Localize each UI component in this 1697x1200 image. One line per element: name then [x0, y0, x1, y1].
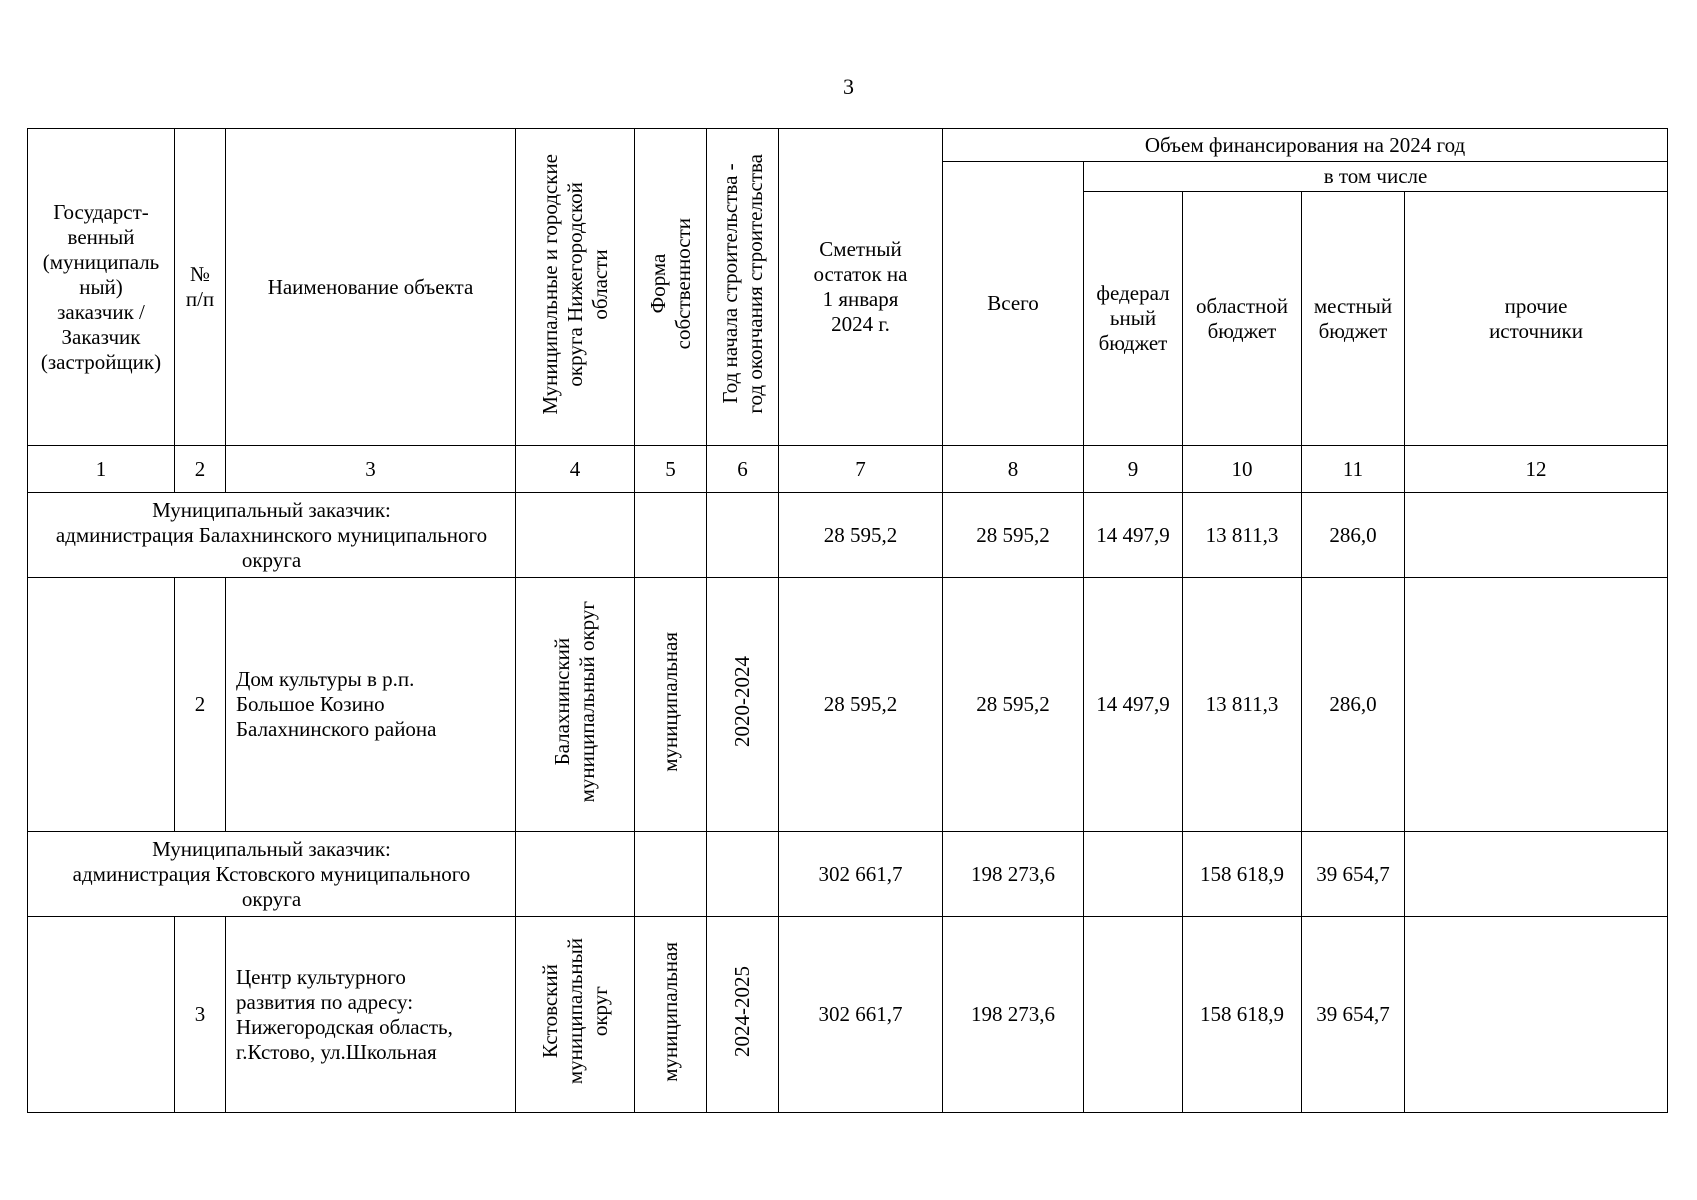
item-district-text: Балахнинский муниципальный округ: [550, 600, 599, 803]
item-district-text: Кстовский муниципальный округ: [537, 938, 612, 1085]
group-estimate: 302 661,7: [779, 832, 943, 917]
group-years: [707, 493, 779, 578]
header-number: № п/п: [175, 129, 226, 446]
table-row: [28, 578, 1668, 832]
group-total: 28 595,2: [943, 493, 1084, 578]
item-years-text: 2024-2025: [730, 966, 754, 1057]
item-name: Дом культуры в р.п. Большое Козино Балахнинского района: [226, 578, 516, 832]
item-regional: 13 811,3: [1183, 578, 1302, 832]
group-years: [707, 832, 779, 917]
item-estimate: 302 661,7: [779, 917, 943, 1113]
item-ownership: [635, 917, 707, 1113]
item-other: [1405, 578, 1668, 832]
item-federal: 14 497,9: [1084, 578, 1183, 832]
header-total: Всего: [943, 162, 1084, 446]
financing-table: [27, 128, 1668, 1113]
item-years: [707, 917, 779, 1113]
group-customer: Муниципальный заказчик: администрация Балахнинского муниципального округа: [28, 493, 516, 578]
header-districts-text: Муниципальные и городские округа Нижегородской области: [537, 153, 612, 415]
col-number: 2: [175, 446, 226, 493]
header-customer: Государст- венный (муниципаль ный) заказчик / Заказчик (застройщик): [28, 129, 175, 446]
header-including: в том числе: [1084, 162, 1668, 192]
item-local: 39 654,7: [1302, 917, 1405, 1113]
col-number: 5: [635, 446, 707, 493]
item-regional: 158 618,9: [1183, 917, 1302, 1113]
col-number: 9: [1084, 446, 1183, 493]
item-district: [516, 917, 635, 1113]
item-ownership-text: муниципальная: [658, 631, 682, 772]
item-name: Центр культурного развития по адресу: Нижегородская область, г.Кстово, ул.Школьная: [226, 917, 516, 1113]
group-estimate: 28 595,2: [779, 493, 943, 578]
item-federal: [1084, 917, 1183, 1113]
group-other: [1405, 493, 1668, 578]
header-estimate: Сметный остаток на 1 января 2024 г.: [779, 129, 943, 446]
table-row: [28, 832, 1668, 917]
item-customer: [28, 578, 175, 832]
group-customer: Муниципальный заказчик: администрация Кстовского муниципального округа: [28, 832, 516, 917]
col-number: 7: [779, 446, 943, 493]
header-years-text: Год начала строительства - год окончания строительства: [717, 154, 767, 414]
header-other: прочие источники: [1405, 192, 1668, 446]
group-local: 286,0: [1302, 493, 1405, 578]
group-district: [516, 832, 635, 917]
col-number: 8: [943, 446, 1084, 493]
item-total: 28 595,2: [943, 578, 1084, 832]
item-years: [707, 578, 779, 832]
item-number: 2: [175, 578, 226, 832]
header-ownership: [635, 129, 707, 446]
page-number: 3: [843, 74, 854, 99]
header-local: местный бюджет: [1302, 192, 1405, 446]
group-ownership: [635, 832, 707, 917]
header-ownership-text: Форма собственности: [645, 218, 695, 350]
item-district: [516, 578, 635, 832]
header-federal: федерал ьный бюджет: [1084, 192, 1183, 446]
col-number: 6: [707, 446, 779, 493]
col-number: 12: [1405, 446, 1668, 493]
group-ownership: [635, 493, 707, 578]
group-other: [1405, 832, 1668, 917]
col-number: 4: [516, 446, 635, 493]
col-number: 10: [1183, 446, 1302, 493]
group-regional: 158 618,9: [1183, 832, 1302, 917]
header-regional: областной бюджет: [1183, 192, 1302, 446]
group-federal: [1084, 832, 1183, 917]
item-ownership-text: муниципальная: [658, 941, 682, 1082]
group-regional: 13 811,3: [1183, 493, 1302, 578]
table-row: [28, 917, 1668, 1113]
item-number: 3: [175, 917, 226, 1113]
item-other: [1405, 917, 1668, 1113]
item-estimate: 28 595,2: [779, 578, 943, 832]
col-number: 11: [1302, 446, 1405, 493]
group-total: 198 273,6: [943, 832, 1084, 917]
header-years: [707, 129, 779, 446]
table-row: [28, 493, 1668, 578]
item-customer: [28, 917, 175, 1113]
group-local: 39 654,7: [1302, 832, 1405, 917]
item-ownership: [635, 578, 707, 832]
col-number: 3: [226, 446, 516, 493]
item-years-text: 2020-2024: [730, 656, 754, 747]
item-total: 198 273,6: [943, 917, 1084, 1113]
header-funding: Объем финансирования на 2024 год: [943, 129, 1668, 162]
item-local: 286,0: [1302, 578, 1405, 832]
group-district: [516, 493, 635, 578]
header-districts: [516, 129, 635, 446]
col-number: 1: [28, 446, 175, 493]
group-federal: 14 497,9: [1084, 493, 1183, 578]
header-object-name: Наименование объекта: [226, 129, 516, 446]
